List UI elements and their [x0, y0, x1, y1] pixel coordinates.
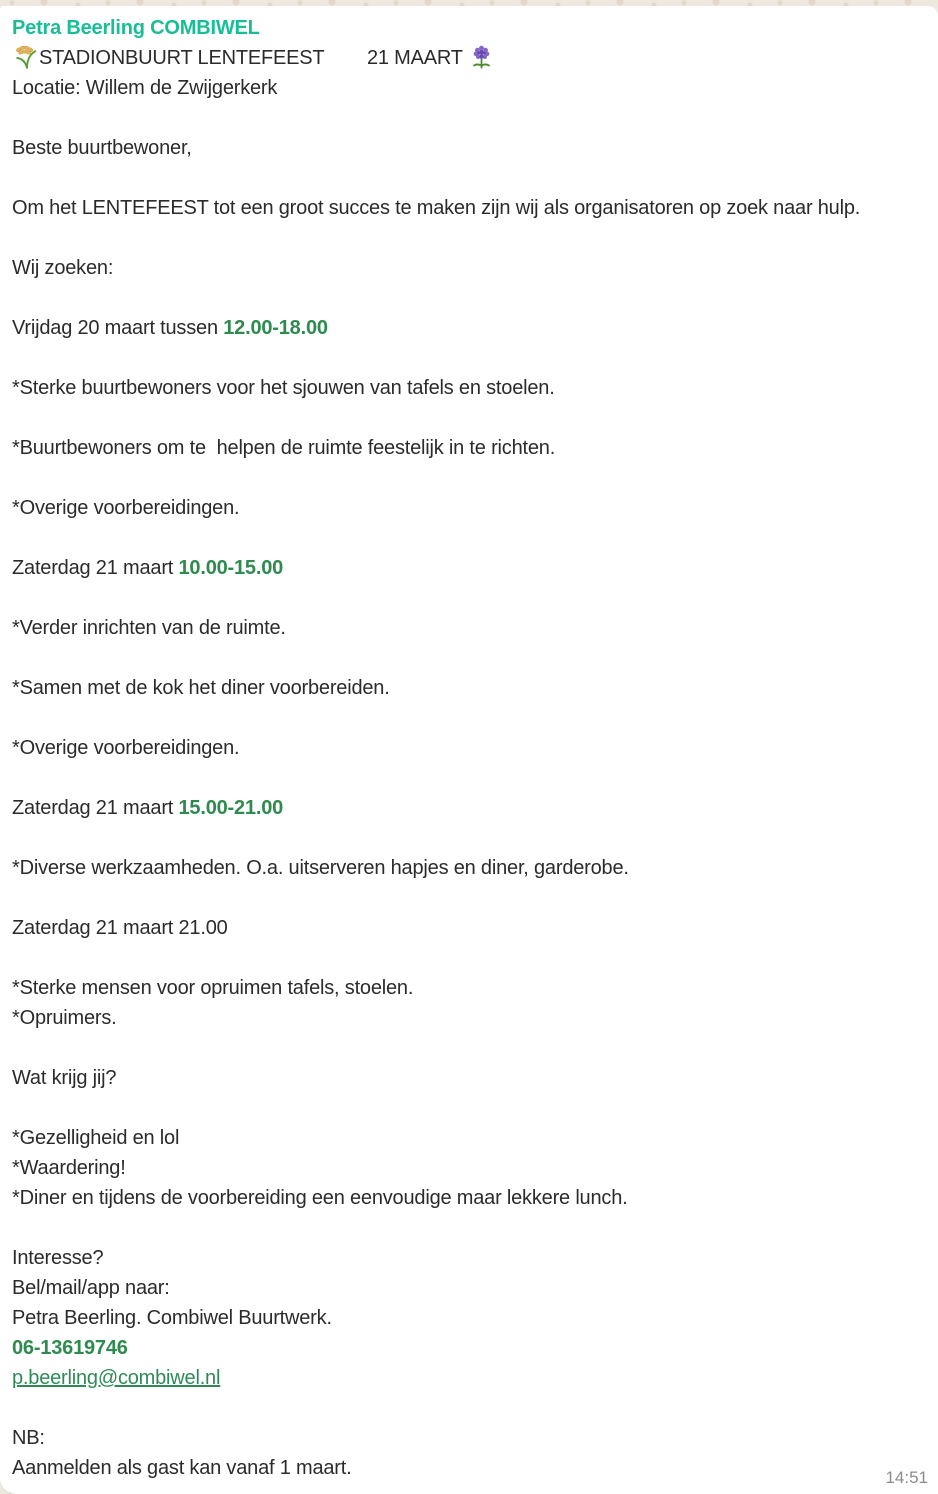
message-line — [12, 433, 930, 463]
message-text: NB: — [12, 1427, 45, 1449]
sheaf-of-rice-icon — [12, 43, 39, 70]
message-line — [12, 763, 930, 793]
message-line — [12, 103, 930, 133]
message-text: *Overige voorbereidingen. — [12, 737, 240, 759]
message-line — [12, 703, 930, 733]
message-text: Vrijdag 20 maart tussen — [12, 317, 224, 339]
message-text: Bel/mail/app naar: — [12, 1277, 170, 1299]
message-line — [12, 1093, 930, 1123]
message-line — [12, 13, 930, 43]
message-line — [12, 523, 930, 553]
message-text: *Buurtbewoners om te helpen de ruimte feestelijk in te richten. — [12, 437, 556, 459]
message-line — [12, 1393, 930, 1423]
message-line — [12, 793, 930, 823]
message-line — [12, 883, 930, 913]
message-line — [12, 73, 930, 103]
message-line — [12, 1153, 930, 1183]
message-line — [12, 313, 930, 343]
location-line: Locatie: Willem de Zwijgerkerk — [12, 77, 278, 99]
message-line — [12, 1303, 930, 1333]
email-link[interactable]: p.beerling@combiwel.nl — [12, 1367, 221, 1389]
message-text: Om het LENTEFEEST tot een groot succes te maken zijn wij als organisatoren op zoek naar hulp. — [12, 197, 861, 219]
message-line — [12, 583, 930, 613]
message-text: *Sterke buurtbewoners voor het sjouwen van tafels en stoelen. — [12, 377, 555, 399]
message-line — [12, 913, 930, 943]
message-text: Zaterdag 21 maart 21.00 — [12, 917, 228, 939]
message-line — [12, 1453, 930, 1483]
message-line — [12, 463, 930, 493]
message-title: STADIONBUURT LENTEFEEST 21 MAART — [39, 47, 468, 69]
message-line — [12, 193, 930, 223]
message-text: *Diner en tijdens de voorbereiding een eenvoudige maar lekkere lunch. — [12, 1187, 628, 1209]
message-line — [12, 43, 930, 73]
time-range: 12.00-18.00 — [223, 317, 328, 339]
message-body — [0, 6, 938, 1483]
message-text: Wat krijg jij? — [12, 1067, 117, 1089]
phone-number[interactable]: 06-13619746 — [12, 1337, 128, 1359]
message-line — [12, 1213, 930, 1243]
message-text: Interesse? — [12, 1247, 104, 1269]
message-text: Petra Beerling. Combiwel Buurtwerk. — [12, 1307, 332, 1329]
message-line — [12, 973, 930, 1003]
message-line — [12, 613, 930, 643]
message-text: *Sterke mensen voor opruimen tafels, stoelen. — [12, 977, 414, 999]
message-line — [12, 1333, 930, 1363]
time-range: 15.00-21.00 — [178, 797, 284, 819]
message-line — [12, 223, 930, 253]
message-line — [12, 673, 930, 703]
message-text: *Waardering! — [12, 1157, 126, 1179]
sender-name[interactable]: Petra Beerling COMBIWEL — [12, 17, 260, 39]
message-line — [12, 373, 930, 403]
message-text: *Diverse werkzaamheden. O.a. uitserveren hapjes en diner, garderobe. — [12, 857, 629, 879]
message-line — [12, 133, 930, 163]
message-line — [12, 493, 930, 523]
message-line — [12, 1273, 930, 1303]
message-text: Beste buurtbewoner, — [12, 137, 192, 159]
message-line — [12, 1003, 930, 1033]
message-line — [12, 943, 930, 973]
message-line — [12, 643, 930, 673]
message-text: *Verder inrichten van de ruimte. — [12, 617, 286, 639]
message-line — [12, 283, 930, 313]
message-bubble[interactable] — [0, 6, 938, 1494]
message-line — [12, 823, 930, 853]
message-timestamp: 14:51 — [885, 1468, 928, 1487]
message-line — [12, 343, 930, 373]
message-text: Wij zoeken: — [12, 257, 114, 279]
message-line — [12, 1123, 930, 1153]
message-text: *Overige voorbereidingen. — [12, 497, 240, 519]
message-text: *Gezelligheid en lol — [12, 1127, 180, 1149]
message-line — [12, 733, 930, 763]
message-text: Aanmelden als gast kan vanaf 1 maart. — [12, 1457, 352, 1479]
message-line — [12, 1033, 930, 1063]
message-line — [12, 163, 930, 193]
message-line — [12, 853, 930, 883]
message-line — [12, 1183, 930, 1213]
message-line — [12, 553, 930, 583]
bouquet-icon — [468, 43, 495, 70]
message-line — [12, 1363, 930, 1393]
message-line — [12, 253, 930, 283]
message-text: *Opruimers. — [12, 1007, 117, 1029]
message-line — [12, 1063, 930, 1093]
message-text: *Samen met de kok het diner voorbereiden. — [12, 677, 390, 699]
message-line — [12, 1243, 930, 1273]
message-text: Zaterdag 21 maart — [12, 797, 179, 819]
message-text: Zaterdag 21 maart — [12, 557, 179, 579]
message-line — [12, 1423, 930, 1453]
message-line — [12, 403, 930, 433]
time-range: 10.00-15.00 — [178, 557, 284, 579]
